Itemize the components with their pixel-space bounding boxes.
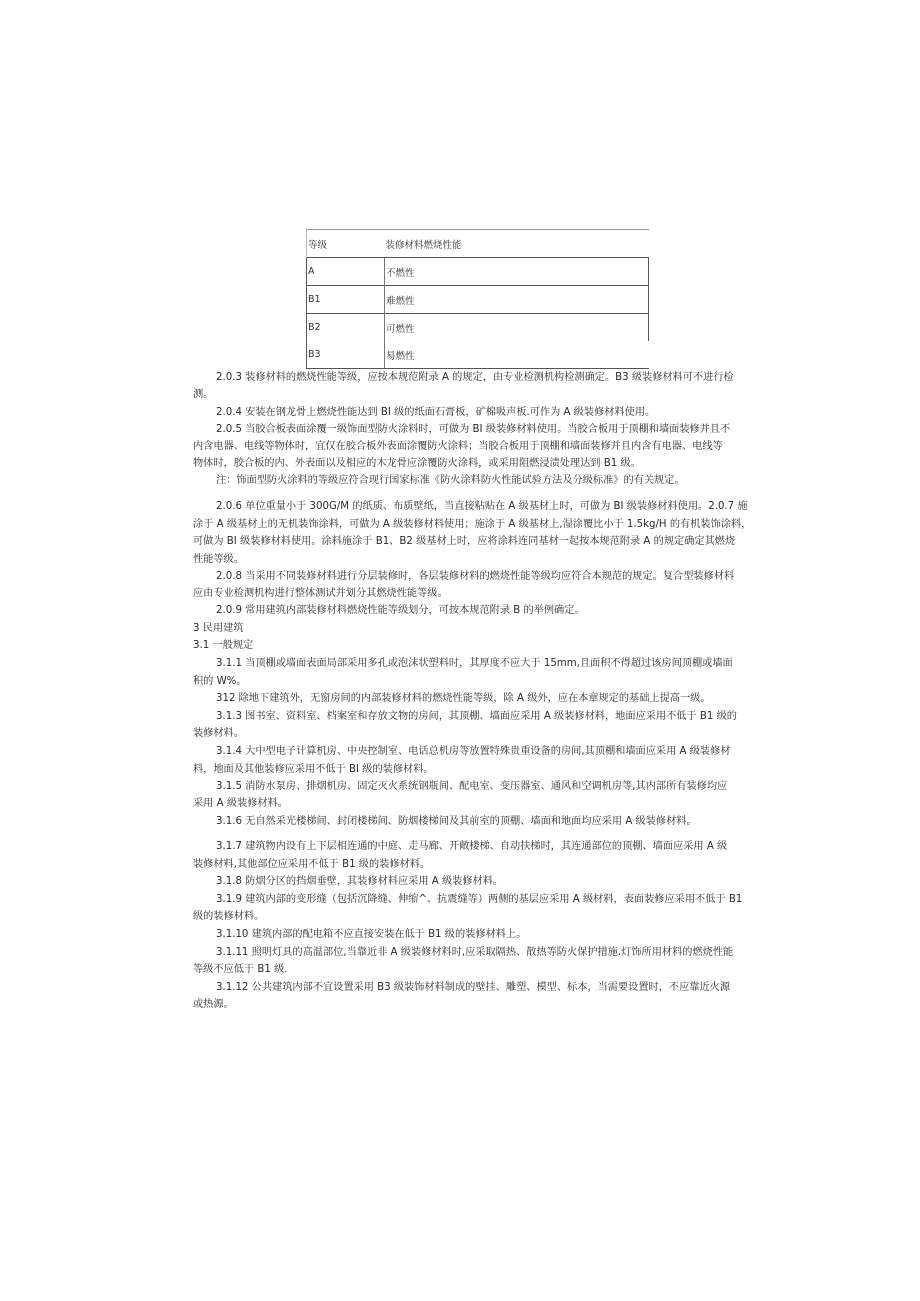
- text-line: 3.1.7 建筑物内设有上下层相连通的中庭、走马廊、开敞楼梯、自动扶梯时，其连通部位的顶棚、墙面应采用 A 级: [216, 841, 728, 852]
- text-line: 3.1.1 当顶棚或墙面表面局部采用多孔或泡沫状塑料时，其厚度不应大于 15mm,且面积不得超过该房间顶棚或墙面: [216, 658, 733, 669]
- text-line: 可做为 BI 级装修材料使用。涂料施涂于 B1、B2 级基材上时，应将涂料连同基材一起按本规范附录 A 的规定确定其燃烧: [193, 536, 736, 547]
- text-line: 装修材料。: [193, 728, 244, 739]
- table-row: [307, 341, 649, 369]
- text-line: 注：饰面型防火涂料的等级应符合现行国家标准《防火涂料防火性能试验方法及分级标准》的有关规定。: [216, 475, 685, 486]
- table-cell: 易燃性: [385, 341, 649, 369]
- table-cell: B1: [307, 286, 385, 314]
- text-line: 2.0.4 安装在钢龙骨上燃烧性能达到 BI 级的纸面石膏板，矿棉吸声板.可作为 A 级装修材料使用。: [216, 407, 656, 418]
- text-line: 内含电器、电线等物体时，宜仅在胶合板外表面涂覆防火涂料；当胶合板用于顶棚和墙面装修并且内含有电器、电线等: [193, 441, 723, 452]
- text-line: 3.1.8 防烟分区的挡烟垂壁，其装修材料应采用 A 级装修材料。: [216, 876, 504, 887]
- table-header-cell: 装修材料燃烧性能: [385, 230, 649, 258]
- text-line: 2.0.6 单位重量小于 300G/M 的纸质、布质壁纸，当直接粘贴在 A 级基材上时，可做为 BI 级装修材料使用。2.0.7 施: [216, 501, 748, 512]
- text-line: 应由专业检测机构进行整体测试并划分其燃烧性能等级。: [193, 588, 448, 599]
- text-line: 2.0.5 当胶合板表面涂覆一级饰面型防火涂料时，可做为 BI 级装修材料使用。当胶合板用于顶棚和墙面装修并且不: [216, 424, 731, 435]
- table-cell: 难燃性: [385, 286, 649, 314]
- text-line: 2.0.3 装修材料的燃烧性能等级，应按本规范附录 A 的规定，由专业检测机构检测确定。B3 级装修材料可不进行检: [216, 372, 734, 383]
- table-cell: B3: [307, 341, 385, 369]
- text-line: 3.1.10 建筑内部的配电箱不应直接安装在低于 B1 级的装修材料上。: [216, 929, 527, 940]
- text-line: 涂于 A 级基材上的无机装饰涂料，可做为 A 级装修材料使用；施涂于 A 级基材上,湿涂覆比小于 1.5kg/H 的有机装饰涂料，: [193, 519, 752, 530]
- text-line: 3.1.4 大中型电子计算机房、中央控制室、电话总机房等放置特殊贵重设备的房间,其顶棚和墙面应采用 A 级装修材: [216, 746, 731, 757]
- text-line: 级的装修材料。: [193, 911, 265, 922]
- text-line: 2.0.8 当采用不同装修材料进行分层装修时，各层装修材料的燃烧性能等级均应符合本规范的规定。复合型装修材料: [216, 571, 735, 582]
- table-header-cell: 等级: [307, 230, 385, 258]
- text-line: 装修材料,其他部位应采用不低于 B1 级的装修材料。: [193, 859, 431, 870]
- table-cell: 可燃性: [385, 314, 649, 342]
- text-line: 3.1.9 建筑内部的变形缝（包括沉降缝、伸缩^、抗震缝等）两侧的基层应采用 A 级材料，表面装修应采用不低于 B1: [216, 894, 743, 905]
- text-line: 2.0.9 常用建筑内部装修材料燃烧性能等级划分，可按本规范附录 B 的举例确定。: [216, 605, 585, 616]
- text-line: 采用 A 级装修材料。: [193, 798, 288, 809]
- table-cell: 不燃性: [385, 258, 649, 286]
- table-row: [307, 258, 649, 286]
- text-line: 等级不应低于 B1 级.: [193, 964, 288, 975]
- table-header-row: [307, 230, 649, 258]
- text-line: 积的 W%。: [193, 676, 247, 687]
- text-line: 测。: [193, 389, 214, 400]
- text-line: 3.1.5 消防水泵房、排烟机房、固定灭火系统钢瓶间、配电室、变压器室、通风和空调机房等,其内部所有装修均应: [216, 781, 728, 792]
- text-line: 3.1.11 照明灯具的高温部位,当靠近非 A 级装修材料时,应采取隔热、散热等防火保护措施.灯饰所用材料的燃烧性能: [216, 947, 734, 958]
- text-line: 料，地面及其他装修应采用不低于 BI 级的装修材料。: [193, 764, 434, 775]
- text-line: 3.1.12 公共建筑内部不宜设置采用 B3 级装饰材料制成的壁挂、雕塑、模型、标本，当需要设置时，不应靠近火源: [216, 982, 731, 993]
- text-line: 物体时，胶合板的内、外表面以及相应的木龙骨应涂覆防火涂料，或采用阻燃浸渍处理达到 B1 级。: [193, 458, 641, 469]
- text-line: 3.1.6 无自然采光楼梯间、封闭楼梯间、防烟楼梯间及其前室的顶棚、墙面和地面均应采用 A 级装修材料。: [216, 816, 697, 827]
- table-row: [307, 314, 649, 342]
- fire-rating-table: [306, 229, 649, 369]
- text-line: 312 除地下建筑外，无窗房间的内部装修材料的燃烧性能等级，除 A 级外，应在本章规定的基础上提高一级。: [216, 693, 711, 704]
- table-cell: B2: [307, 314, 385, 342]
- text-line: 3.1 一般规定: [193, 640, 254, 651]
- table-row: [307, 286, 649, 314]
- table-cell: A: [307, 258, 385, 286]
- text-line: 3 民用建筑: [193, 623, 244, 634]
- text-line: 性能等级。: [193, 554, 244, 565]
- text-line: 或热源。: [193, 999, 234, 1010]
- text-line: 3.1.3 图书室、资料室、档案室和存放文物的房间，其顶棚、墙面应采用 A 级装修材料，地面应采用不低于 B1 级的: [216, 711, 737, 722]
